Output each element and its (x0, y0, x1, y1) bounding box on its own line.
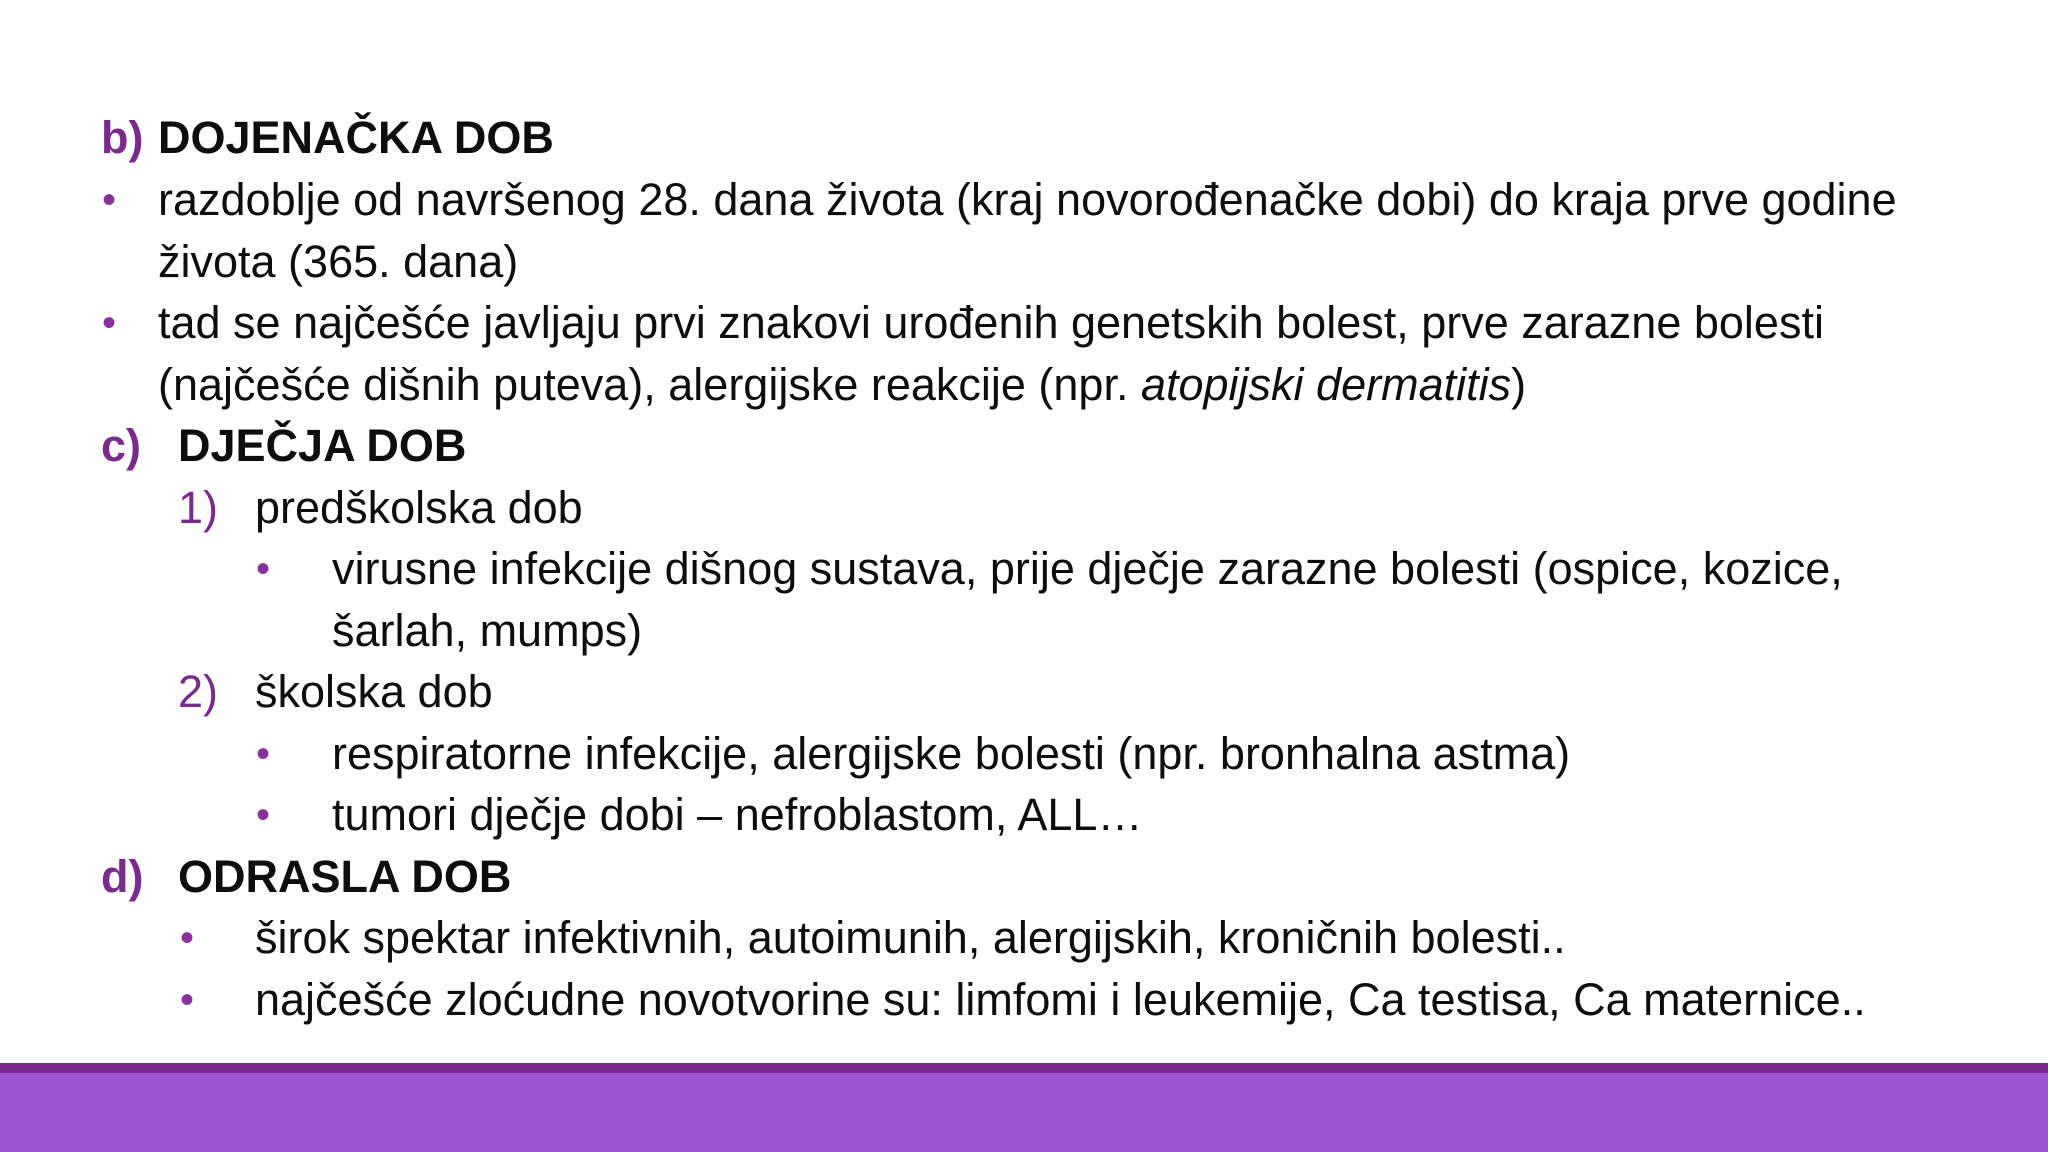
section-b-heading: DOJENAČKA DOB (158, 112, 554, 163)
section-d-marker: d) (101, 851, 144, 902)
footer-accent-line (0, 1063, 2048, 1073)
section-c-marker: c) (101, 420, 142, 471)
section-b-bullet-2-italic-term: atopijski dermatitis (1140, 359, 1512, 410)
bullet-dot: • (256, 793, 271, 837)
section-b-bullet-2-text-cont (158, 354, 1526, 416)
section-b-bullet-1-text-cont: života (365. dana) (158, 236, 519, 287)
section-c-sub-1-bullet-text: virusne infekcije dišnog sustava, prije dječje zarazne bolesti (ospice, kozice, (332, 543, 1843, 594)
section-c-sub-1-marker: 1) (178, 482, 219, 533)
section-c-sub-2-marker: 2) (178, 666, 219, 717)
section-d-bullet-1-text: širok spektar infektivnih, autoimunih, alergijskih, kroničnih bolesti.. (255, 912, 1566, 963)
section-c-sub-1-label: predškolska dob (255, 482, 583, 533)
section-b-bullet-2-text-a: (najčešće dišnih puteva), alergijske reakcije (npr. (158, 359, 1141, 410)
bullet-dot: • (102, 178, 117, 222)
section-d-bullet-2-text: najčešće zloćudne novotvorine su: limfomi i leukemije, Ca testisa, Ca maternice.. (255, 974, 1866, 1025)
bullet-dot: • (180, 978, 195, 1022)
section-c-sub-2-label: školska dob (255, 666, 493, 717)
bullet-dot: • (180, 916, 195, 960)
section-b-bullet-1-text: razdoblje od navršenog 28. dana života (kraj novorođenačke dobi) do kraja prve godine (158, 174, 1897, 225)
section-b-bullet-2-text: tad se najčešće javljaju prvi znakovi urođenih genetskih bolest, prve zarazne bolesti (158, 297, 1824, 348)
footer-band (0, 1073, 2048, 1152)
section-b-bullet-2-text-b: ) (1511, 359, 1527, 410)
bullet-dot: • (102, 301, 117, 345)
bullet-dot: • (256, 732, 271, 776)
section-c-sub-1-bullet-text-cont: šarlah, mumps) (332, 605, 643, 656)
section-b-marker: b) (101, 112, 144, 163)
section-c-sub-2-bullet-2-text: tumori dječje dobi – nefroblastom, ALL… (332, 789, 1143, 840)
section-c-sub-2-bullet-1-text: respiratorne infekcije, alergijske bolesti (npr. bronhalna astma) (332, 728, 1571, 779)
bullet-dot: • (256, 547, 271, 591)
section-c-heading: DJEČJA DOB (178, 420, 467, 471)
section-d-heading: ODRASLA DOB (178, 851, 512, 902)
